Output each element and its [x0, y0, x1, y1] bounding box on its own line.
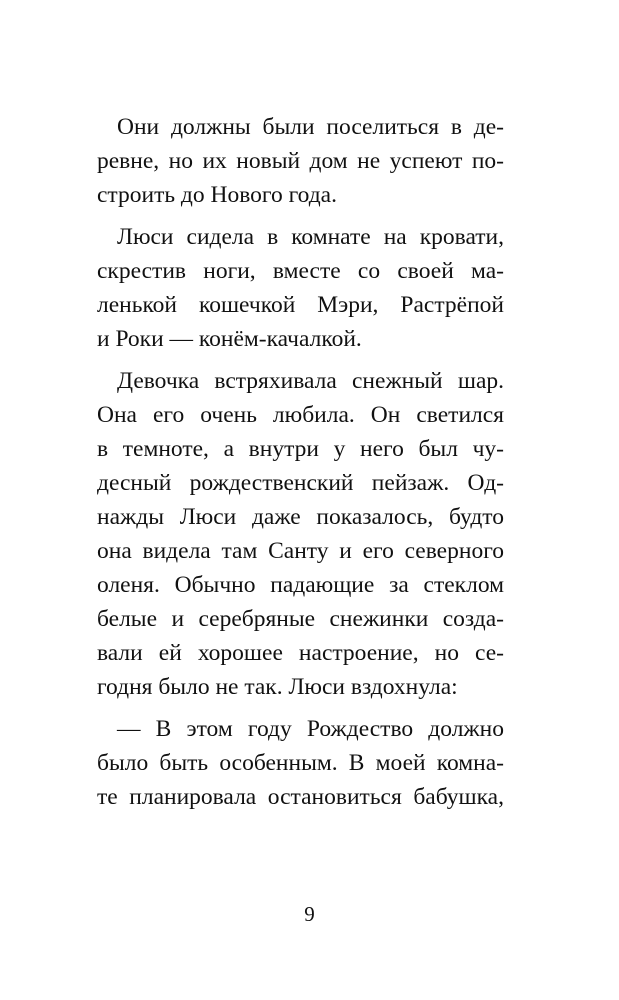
text-line: оленя. Обычно падающие за стеклом: [97, 572, 504, 598]
page-text: [97, 110, 504, 822]
paragraph: [97, 364, 504, 704]
text-line: скрестив ноги, вместе со своей ма-: [97, 258, 504, 284]
text-line: ревне, но их новый дом не успеют по-: [97, 148, 504, 174]
text-line: и Роки — конём-качалкой.: [97, 326, 362, 352]
text-line: нажды Люси даже показалось, будто: [97, 504, 504, 530]
text-line: Они должны были поселиться в де-: [117, 114, 504, 140]
text-line: она видела там Санту и его северного: [97, 538, 504, 564]
paragraph: [97, 220, 504, 356]
text-line: десный рождественский пейзаж. Од-: [97, 470, 504, 496]
text-line: те планировала остановиться бабушка,: [97, 784, 504, 810]
text-line: было быть особенным. В моей комна-: [97, 750, 504, 776]
text-line: годня было не так. Люси вздохнула:: [97, 674, 458, 700]
text-line: белые и серебряные снежинки созда-: [97, 606, 504, 632]
text-line: Девочка встряхивала снежный шар.: [117, 368, 504, 394]
text-line: вали ей хорошее настроение, но се-: [97, 640, 504, 666]
text-line: в темноте, а внутри у него был чу-: [97, 436, 504, 462]
text-line: ленькой кошечкой Мэри, Растрёпой: [97, 292, 504, 318]
text-line: Она его очень любила. Он светился: [97, 402, 504, 428]
page-number: 9: [304, 902, 315, 926]
paragraph: [97, 712, 504, 814]
text-line: строить до Нового года.: [97, 182, 337, 208]
text-line: Люси сидела в комнате на кровати,: [117, 224, 504, 250]
text-line: — В этом году Рождество должно: [117, 716, 504, 742]
paragraph: [97, 110, 504, 212]
